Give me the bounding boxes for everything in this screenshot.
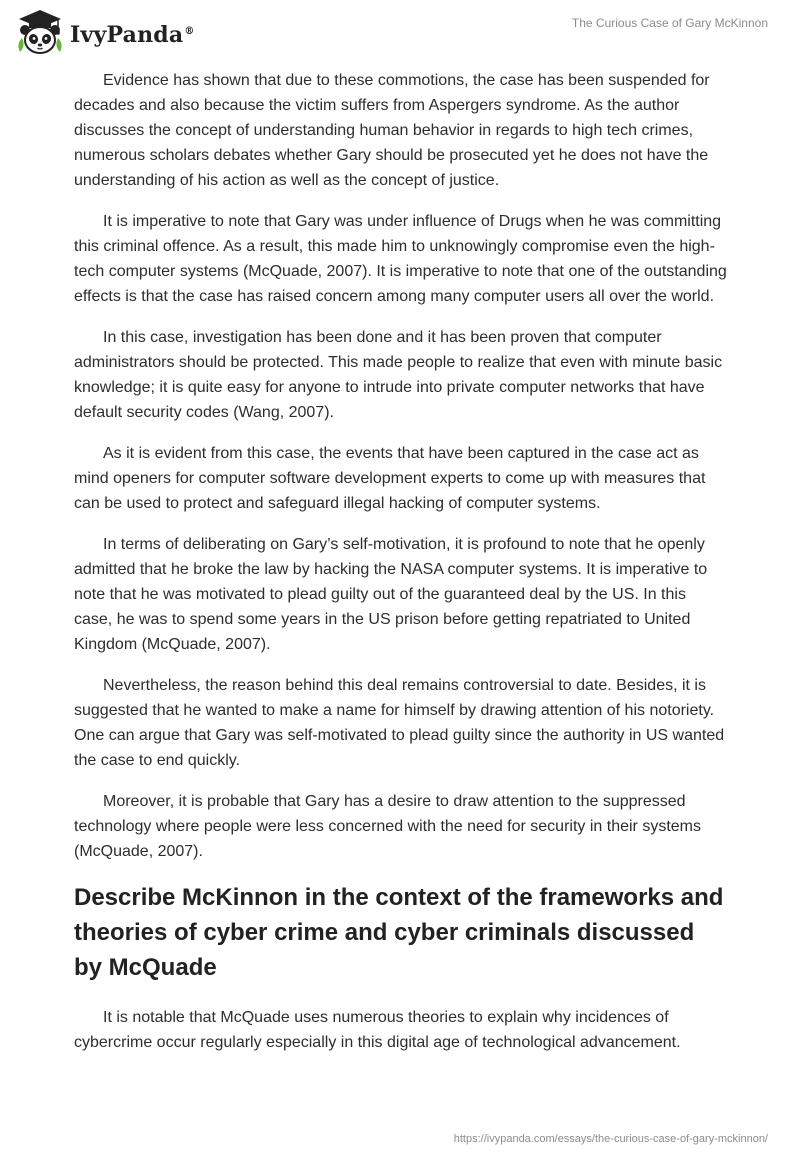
ivypanda-logo[interactable] [14, 8, 195, 60]
logo-wordmark: IvyPanda® [70, 22, 195, 48]
paragraph: It is notable that McQuade uses numerous theories to explain why incidences of cybercrime occur regularly especially in this digital age of technological advancement. [74, 1009, 681, 1051]
source-url[interactable]: https://ivypanda.com/essays/the-curious-case-of-gary-mckinnon/ [453, 1133, 768, 1145]
section-heading: Describe McKinnon in the context of the frameworks and theories of cyber crime and cyber criminals discussed by McQuade [74, 884, 724, 981]
paragraph: Moreover, it is probable that Gary has a desire to draw attention to the suppressed technology where people were less concerned with the need for security in their systems (McQuade, 2007). [74, 793, 701, 860]
paragraph: As it is evident from this case, the events that have been captured in the case act as mind openers for computer software development experts to come up with measures that can be used to protect and safeguard illegal hacking of computer systems. [74, 445, 706, 512]
paragraph: Nevertheless, the reason behind this deal remains controversial to date. Besides, it is suggested that he wanted to make a name for himself by drawing attention of his notoriety. One can argue that Gary was self-motivated to plead guilty since the authority in US wanted the case to end quickly. [74, 677, 725, 769]
paragraph: In terms of deliberating on Gary’s self-motivation, it is profound to note that he openly admitted that he broke the law by hacking the NASA computer systems. It is imperative to note that he was motivated to plead guilty out of the guaranteed deal by the US. In this case, he was to spend some years in the US prison before getting repatriated to United Kingdom (McQuade, 2007). [74, 536, 708, 653]
document-title: The Curious Case of Gary McKinnon [571, 16, 768, 30]
paragraph: Evidence has shown that due to these commotions, the case has been suspended for decades and also because the victim suffers from Aspergers syndrome. As the author discusses the concept of understanding human behavior in regards to high tech crimes, numerous scholars debates whether Gary should be prosecuted yet he does not have the understanding of his action as well as the concept of justice. [74, 72, 710, 189]
paragraph: In this case, investigation has been done and it has been proven that computer administrators should be protected. This made people to realize that even with minute basic knowledge; it is quite easy for anyone to intrude into private computer networks that have default security codes (Wang, 2007). [74, 329, 723, 421]
page-header [0, 0, 800, 64]
paragraph: It is imperative to note that Gary was under influence of Drugs when he was committing this criminal offence. As a result, this made him to unknowingly compromise even the high-tech computer systems (McQuade, 2007). It is imperative to note that one of the outstanding effects is that the case has raised concern among many computer users all over the world. [74, 213, 727, 305]
essay-body [74, 68, 728, 1071]
panda-graduation-cap-icon [14, 8, 66, 60]
